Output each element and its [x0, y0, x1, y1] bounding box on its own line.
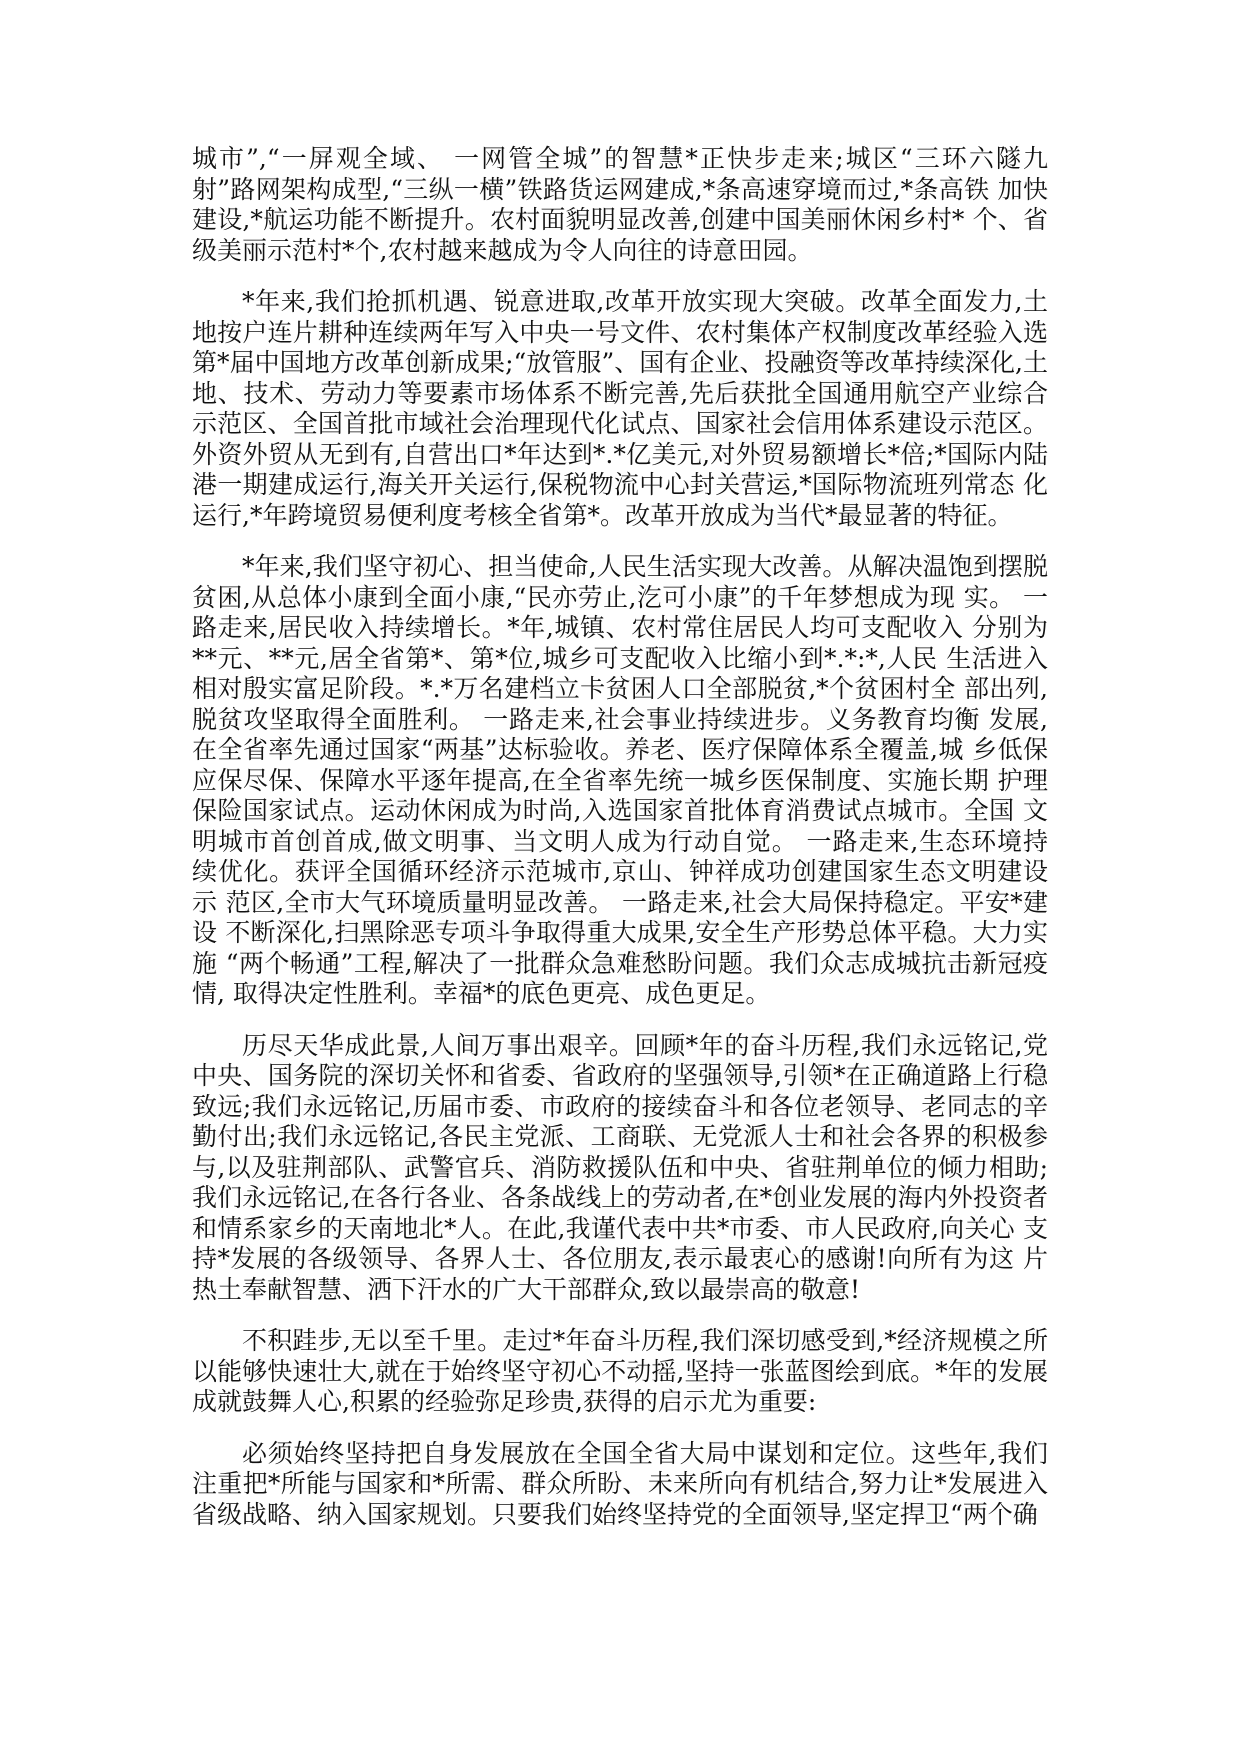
paragraph-reform-opening: *年来,我们抢抓机遇、锐意进取,改革开放实现大突破。改革全面发力,土地按户连片耕种连续两年写入中央一号文件、农村集体产权制度改革经验入选第*届中国地方改革创新成果;“放管服”、国有企业、投融资等改革持续深化,土地、技术、劳动力等要素市场体系不断完善,先后获批全国通用航空产业综合示范区、全国首批市域社会治理现代化试点、国家社会信用体系建设示范区。外资外贸从无到有,自营出口*年达到*.*亿美元,对外贸易额增长*倍;*国际内陆 港一期建成运行,海关开关运行,保税物流中心封关营运,*国际物流班列常态 化运行,*年跨境贸易便利度考核全省第*。改革开放成为当代*最显著的特征。 [192, 287, 1048, 530]
paragraph-people-livelihood: *年来,我们坚守初心、担当使命,人民生活实现大改善。从解决温饱到摆脱贫困,从总体小康到全面小康,“民亦劳止,汔可小康”的千年梦想成为现 实。 一路走来,居民收入持续增长。*年,城镇、农村常住居民人均可支配收入 分别为**元、**元,居全省第*、第*位,城乡可支配收入比缩小到*.*:*,人民 生活进入相对殷实富足阶段。*.*万名建档立卡贫困人口全部脱贫,*个贫困村全 部出列,脱贫攻坚取得全面胜利。 一路走来,社会事业持续进步。义务教育均衡 发展,在全省率先通过国家“两基”达标验收。养老、医疗保障体系全覆盖,城 乡低保应保尽保、保障水平逐年提高,在全省率先统一城乡医保制度、实施长期 护理保险国家试点。运动休闲成为时尚,入选国家首批体育消费试点城市。全国 文明城市首创首成,做文明事、当文明人成为行动自觉。 一路走来,生态环境持 续优化。获评全国循环经济示范城市,京山、钟祥成功创建国家生态文明建设示 范区,全市大气环境质量明显改善。 一路走来,社会大局保持稳定。平安*建设 不断深化,扫黑除恶专项斗争取得重大成果,安全生产形势总体平稳。大力实施 “两个畅通”工程,解决了一批群众急难愁盼问题。我们众志成城抗击新冠疫情, 取得决定性胜利。幸福*的底色更亮、成色更足。 [192, 552, 1048, 1008]
paragraph-urban-development: 城市”,“一屏观全域、 一网管全城”的智慧*正快步走来;城区“三环六隧九 射”路网架构成型,“三纵一横”铁路货运网建成,*条高速穿境而过,*条高铁 加快建设,*航运功能不断提升。农村面貌明显改善,创建中国美丽休闲乡村* 个、省级美丽示范村*个,农村越来越成为令人向往的诗意田园。 [192, 144, 1048, 265]
document-body [192, 144, 1048, 1551]
paragraph-strategic-positioning: 必须始终坚持把自身发展放在全国全省大局中谋划和定位。这些年,我们 注重把*所能与国家和*所需、群众所盼、未来所向有机结合,努力让*发展进入 省级战略、纳入国家规划。只要我们始终坚持党的全面领导,坚定捍卫“两个确 [192, 1438, 1048, 1529]
paragraph-gratitude: 历尽天华成此景,人间万事出艰辛。回顾*年的奋斗历程,我们永远铭记,党中央、国务院的深切关怀和省委、省政府的坚强领导,引领*在正确道路上行稳致远;我们永远铭记,历届市委、市政府的接续奋斗和各位老领导、老同志的辛勤付出;我们永远铭记,各民主党派、工商联、无党派人士和社会各界的积极参与,以及驻荆部队、武警官兵、消防救援队伍和中央、省驻荆单位的倾力相助;我们永远铭记,在各行各业、各条战线上的劳动者,在*创业发展的海内外投资者和情系家乡的天南地北*人。在此,我谨代表中共*市委、市人民政府,向关心 支持*发展的各级领导、各界人士、各位朋友,表示最衷心的感谢!向所有为这 片热土奉献智慧、洒下汗水的广大干部群众,致以最崇高的敬意! [192, 1030, 1048, 1304]
paragraph-experience: 不积跬步,无以至千里。走过*年奋斗历程,我们深切感受到,*经济规模之所以能够快速壮大,就在于始终坚守初心不动摇,坚持一张蓝图绘到底。*年的发展成就鼓舞人心,积累的经验弥足珍贵,获得的启示尤为重要: [192, 1326, 1048, 1416]
